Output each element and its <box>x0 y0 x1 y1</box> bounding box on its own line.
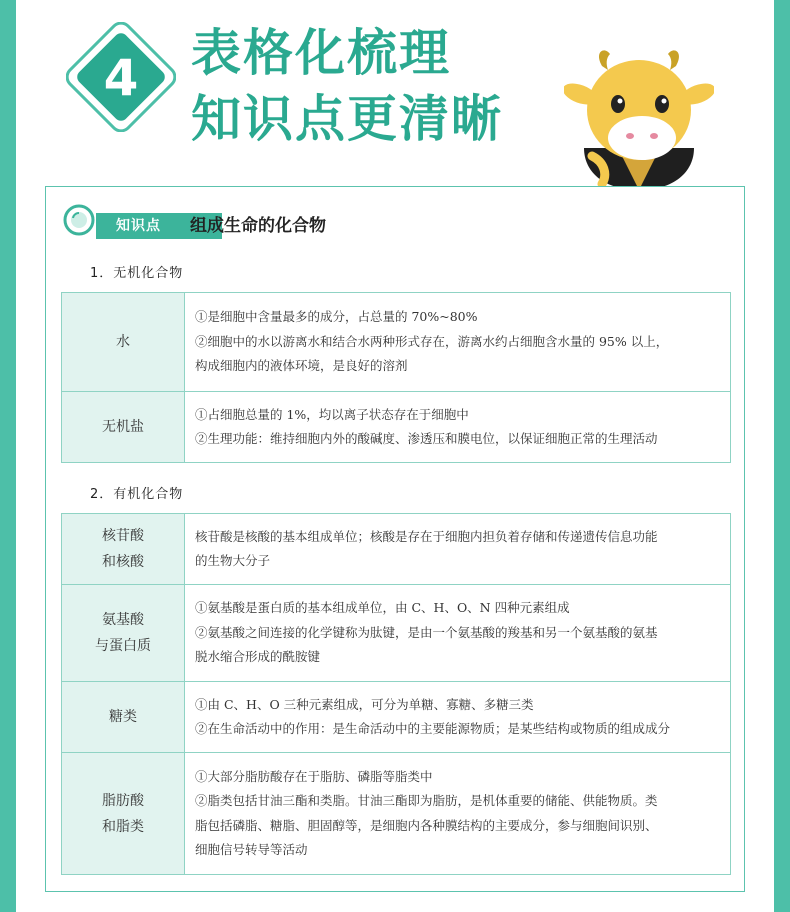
row-content: ①由 C、H、O 三种元素组成，可分为单糖、寡糖、多糖三类 ②在生命活动中的作用：是生命活动中的主要能源物质；是某些结构或物质的组成成分 <box>185 682 731 753</box>
organic-compounds-table <box>61 513 731 875</box>
headline-line-1: 表格化梳理 <box>191 24 451 82</box>
row-heading: 水 <box>62 293 185 392</box>
row-content: ①大部分脂肪酸存在于脂肪、磷脂等脂类中 ②脂类包括甘油三酯和类脂。甘油三酯即为脂肪，是机体重要的储能、供能物质。类 脂包括磷脂、糖脂、胆固醇等，是细胞内各种膜结构的主要成分，参与细胞间识别、 细胞信号转导等活动 <box>185 753 731 875</box>
headline-line-2: 知识点更清晰 <box>191 90 503 148</box>
table-row <box>62 392 731 463</box>
table-row <box>62 682 731 753</box>
row-heading: 脂肪酸 和脂类 <box>62 753 185 875</box>
table-row <box>62 293 731 392</box>
row-heading: 核苷酸 和核酸 <box>62 514 185 585</box>
cow-mascot-illustration <box>564 44 714 190</box>
row-content: ①氨基酸是蛋白质的基本组成单位，由 C、H、O、N 四种元素组成 ②氨基酸之间连接的化学键称为肽键，是由一个氨基酸的羧基和另一个氨基酸的氨基 脱水缩合形成的酰胺键 <box>185 585 731 682</box>
badge-number: 4 <box>103 49 139 107</box>
knowledge-card <box>45 186 745 892</box>
table-row <box>62 585 731 682</box>
magnifier-icon <box>62 203 100 241</box>
right-accent-bar <box>774 0 790 912</box>
row-heading: 氨基酸 与蛋白质 <box>62 585 185 682</box>
number-badge <box>66 22 176 132</box>
row-content: ①是细胞中含量最多的成分，占总量的 70%~80% ②细胞中的水以游离水和结合水两种形式存在，游离水约占细胞含水量的 95% 以上， 构成细胞内的液体环境，是良好的溶剂 <box>185 293 731 392</box>
table-row <box>62 753 731 875</box>
row-heading: 糖类 <box>62 682 185 753</box>
page-header <box>16 0 774 190</box>
section-title-organic: 2．有机化合物 <box>90 487 184 502</box>
knowledge-point-tag: 知识点 <box>96 213 222 239</box>
table-row <box>62 514 731 585</box>
knowledge-point-title: 组成生命的化合物 <box>190 216 326 236</box>
section-title-inorganic: 1．无机化合物 <box>90 266 184 281</box>
left-accent-bar <box>0 0 16 912</box>
row-heading: 无机盐 <box>62 392 185 463</box>
row-content: 核苷酸是核酸的基本组成单位；核酸是存在于细胞内担负着存储和传递遗传信息功能 的生物大分子 <box>185 514 731 585</box>
row-content: ①占细胞总量的 1%，均以离子状态存在于细胞中 ②生理功能：维持细胞内外的酸碱度、渗透压和膜电位，以保证细胞正常的生理活动 <box>185 392 731 463</box>
inorganic-compounds-table <box>61 292 731 463</box>
page-headline <box>191 20 503 152</box>
